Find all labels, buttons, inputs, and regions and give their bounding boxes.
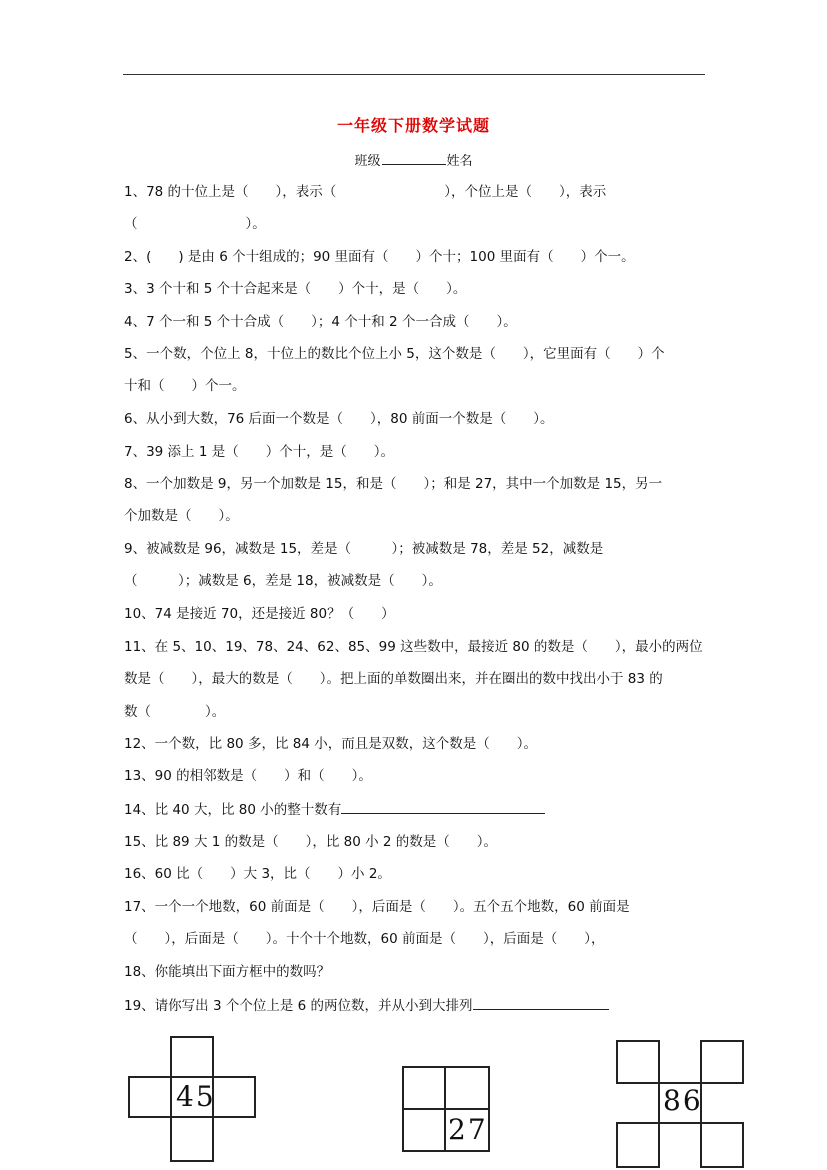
cross-puzzle	[128, 1036, 258, 1166]
question-17	[124, 898, 712, 916]
class-blank[interactable]	[382, 152, 446, 165]
question-line: 13、90 的相邻数是（ ）和（ ）。	[124, 768, 372, 784]
puzzle-number: 86	[663, 1084, 703, 1117]
page-title: 一年级下册数学试题	[336, 116, 490, 135]
question-8	[124, 475, 712, 493]
question-17-cont	[124, 930, 712, 948]
question-14	[124, 800, 712, 819]
question-15	[124, 833, 712, 851]
question-line: 数是（ ），最大的数是（ ）。把上面的单数圈出来，并在圈出的数中找出小于 83 的	[124, 671, 663, 687]
question-line: 1、78 的十位上是（ ），表示（ ），个位上是（ ），表示	[124, 184, 607, 200]
puzzle-cell[interactable]	[212, 1076, 256, 1118]
puzzle-cell[interactable]	[128, 1076, 172, 1118]
question-3	[124, 280, 712, 298]
question-line: 16、60 比（ ）大 3，比（ ）小 2。	[124, 866, 391, 882]
puzzle-cell[interactable]	[402, 1066, 446, 1110]
puzzle-cell[interactable]	[700, 1122, 744, 1168]
header-rule	[123, 74, 705, 75]
question-6	[124, 410, 712, 428]
question-line: 5、一个数，个位上 8，十位上的数比个位上小 5，这个数是（ ），它里面有（ ）个	[124, 346, 665, 362]
class-label: 班级	[354, 154, 381, 169]
question-line: 11、在 5、10、19、78、24、62、85、99 这些数中，最接近 80 的数是（ ），最小的两位	[124, 639, 703, 655]
puzzle-cell[interactable]	[170, 1116, 214, 1162]
question-9	[124, 540, 712, 558]
question-line: 4、7 个一和 5 个十合成（ ）；4 个十和 2 个一合成（ ）。	[124, 314, 517, 330]
question-19	[124, 996, 712, 1015]
question-5	[124, 345, 712, 363]
question-line: 10、74 是接近 70，还是接近 80？（ ）	[124, 606, 395, 622]
question-line: 17、一个一个地数，60 前面是（ ），后面是（ ）。五个五个地数，60 前面是	[124, 899, 630, 915]
question-line: （ ），后面是（ ）。十个十个地数，60 前面是（ ），后面是（ ），	[124, 931, 605, 947]
question-line: 3、3 个十和 5 个十合起来是（ ）个十，是（ ）。	[124, 281, 467, 297]
puzzle-number: 45	[176, 1080, 216, 1113]
answer-line[interactable]	[341, 800, 545, 814]
question-12	[124, 735, 712, 753]
puzzle-cell[interactable]	[616, 1122, 660, 1168]
question-line: 14、比 40 大，比 80 小的整十数有	[124, 802, 342, 818]
question-line: 个加数是（ ）。	[124, 508, 239, 524]
question-line: 6、从小到大数，76 后面一个数是（ ），80 前面一个数是（ ）。	[124, 411, 554, 427]
x-puzzle	[616, 1040, 746, 1170]
question-line: 7、39 添上 1 是（ ）个十，是（ ）。	[124, 444, 394, 460]
question-line: （ ）；减数是 6，差是 18，被减数是（ ）。	[124, 573, 442, 589]
question-7	[124, 443, 712, 461]
question-10	[124, 605, 712, 623]
question-line: 十和（ ）个一。	[124, 378, 246, 394]
question-18	[124, 963, 712, 981]
question-11-cont2	[124, 703, 712, 721]
answer-line[interactable]	[473, 996, 609, 1010]
question-line: 12、一个数，比 80 多，比 84 小，而且是双数，这个数是（ ）。	[124, 736, 537, 752]
question-line: 18、你能填出下面方框中的数吗？	[124, 964, 331, 980]
question-16	[124, 865, 712, 883]
puzzle-cell[interactable]	[616, 1040, 660, 1084]
class-name-line	[0, 150, 827, 169]
question-line: 19、请你写出 3 个个位上是 6 的两位数，并从小到大排列	[124, 998, 473, 1014]
puzzle-number: 27	[448, 1113, 488, 1146]
puzzle-cell[interactable]	[170, 1036, 214, 1078]
question-11	[124, 638, 712, 656]
question-2	[124, 248, 712, 266]
question-1	[124, 183, 712, 201]
puzzle-cell[interactable]	[444, 1066, 490, 1110]
question-line: 2、( ) 是由 6 个十组成的；90 里面有（ ）个十；100 里面有（ ）个一。	[124, 249, 635, 265]
question-line: 8、一个加数是 9，另一个加数是 15，和是（ ）；和是 27，其中一个加数是 15，另一	[124, 476, 663, 492]
question-1-cont	[124, 215, 712, 233]
question-4	[124, 313, 712, 331]
puzzle-cell[interactable]	[700, 1040, 744, 1084]
question-13	[124, 767, 712, 785]
square-puzzle	[402, 1066, 490, 1152]
question-9-cont	[124, 572, 712, 590]
question-5-cont	[124, 377, 712, 395]
question-line: 数（ ）。	[124, 704, 226, 720]
question-line: 9、被减数是 96，减数是 15，差是（ ）；被减数是 78，差是 52，减数是	[124, 541, 604, 557]
question-line: 15、比 89 大 1 的数是（ ），比 80 小 2 的数是（ ）。	[124, 834, 498, 850]
puzzle-cell[interactable]	[402, 1108, 446, 1152]
question-11-cont	[124, 670, 712, 688]
name-label: 姓名	[446, 154, 473, 169]
question-line: （ ）。	[124, 216, 266, 232]
question-8-cont	[124, 507, 712, 525]
